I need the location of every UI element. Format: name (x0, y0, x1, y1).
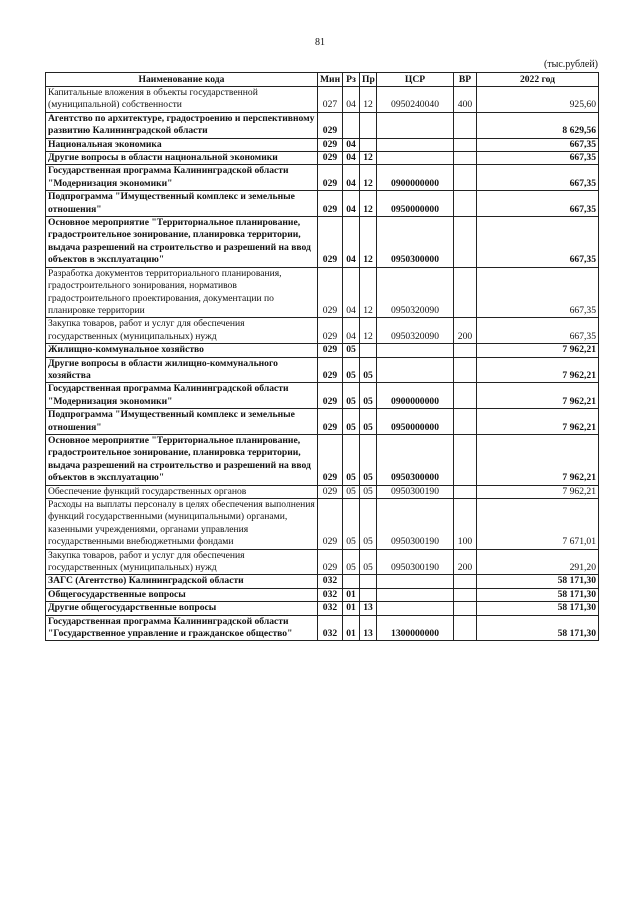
row-amount: 8 629,56 (477, 112, 599, 138)
row-vr: 200 (454, 318, 477, 344)
row-vr (454, 344, 477, 357)
row-vr (454, 191, 477, 217)
table-row (46, 409, 599, 435)
row-min: 029 (318, 191, 343, 217)
row-vr (454, 165, 477, 191)
row-pr: 12 (360, 318, 377, 344)
row-vr (454, 217, 477, 268)
row-pr: 05 (360, 357, 377, 383)
row-name: Государственная программа Калининградской области "Модернизация экономики" (46, 165, 318, 191)
row-csr: 0950300000 (377, 217, 454, 268)
table-row (46, 383, 599, 409)
table-row (46, 217, 599, 268)
row-pr (360, 575, 377, 588)
row-name: Основное мероприятие "Территориальное планирование, градостроительное зонирование, планировка территории, выдача разрешений на строительство и разрешений на ввод объектов в эксплуатацию" (46, 217, 318, 268)
row-csr: 0950300190 (377, 549, 454, 575)
row-csr: 0950320090 (377, 318, 454, 344)
header-pr: Пр (360, 73, 377, 87)
row-min: 027 (318, 87, 343, 113)
row-name: Агентство по архитектуре, градостроению и перспективному развитию Калининградской области (46, 112, 318, 138)
row-amount: 7 962,21 (477, 485, 599, 498)
row-rz: 04 (343, 217, 360, 268)
row-vr: 100 (454, 499, 477, 550)
row-min: 032 (318, 575, 343, 588)
row-min: 029 (318, 267, 343, 318)
row-vr: 200 (454, 549, 477, 575)
row-name: Государственная программа Калининградской области "Модернизация экономики" (46, 383, 318, 409)
row-pr: 05 (360, 549, 377, 575)
row-name: Обеспечение функций государственных органов (46, 485, 318, 498)
row-vr (454, 485, 477, 498)
row-vr (454, 575, 477, 588)
row-amount: 7 671,01 (477, 499, 599, 550)
row-amount: 58 171,30 (477, 575, 599, 588)
row-pr (360, 138, 377, 151)
row-pr: 05 (360, 485, 377, 498)
table-row (46, 267, 599, 318)
row-min: 029 (318, 409, 343, 435)
row-csr: 0950300000 (377, 434, 454, 485)
row-vr (454, 434, 477, 485)
row-min: 029 (318, 112, 343, 138)
row-name: Разработка документов территориального планирования, градостроительного зонирования, нормативов градостроительного проектирования, документации по планировке территории (46, 267, 318, 318)
row-min: 032 (318, 588, 343, 601)
row-csr: 0950000000 (377, 191, 454, 217)
header-csr: ЦСР (377, 73, 454, 87)
header-rz: Рз (343, 73, 360, 87)
row-pr (360, 344, 377, 357)
table-row (46, 318, 599, 344)
row-name: Закупка товаров, работ и услуг для обеспечения государственных (муниципальных) нужд (46, 318, 318, 344)
row-rz: 05 (343, 549, 360, 575)
row-amount: 7 962,21 (477, 409, 599, 435)
row-name: Другие вопросы в области национальной экономики (46, 152, 318, 165)
row-name: Закупка товаров, работ и услуг для обеспечения государственных (муниципальных) нужд (46, 549, 318, 575)
table-row (46, 152, 599, 165)
row-name: Жилищно-коммунальное хозяйство (46, 344, 318, 357)
row-csr: 1300000000 (377, 615, 454, 641)
row-rz: 05 (343, 499, 360, 550)
row-vr: 400 (454, 87, 477, 113)
row-rz: 04 (343, 152, 360, 165)
table-row (46, 615, 599, 641)
row-rz: 04 (343, 165, 360, 191)
row-amount: 667,35 (477, 152, 599, 165)
row-pr: 05 (360, 409, 377, 435)
row-pr (360, 112, 377, 138)
table-header-row (46, 73, 599, 87)
row-pr: 12 (360, 217, 377, 268)
row-amount: 7 962,21 (477, 383, 599, 409)
row-csr: 0950240040 (377, 87, 454, 113)
row-amount: 667,35 (477, 138, 599, 151)
row-pr: 13 (360, 602, 377, 615)
row-rz: 05 (343, 434, 360, 485)
row-min: 029 (318, 165, 343, 191)
row-name: Расходы на выплаты персоналу в целях обеспечения выполнения функций государственными (муниципальными) органами, казенными учреждениями, органами управления государственными внебюджетными фондами (46, 499, 318, 550)
row-amount: 667,35 (477, 318, 599, 344)
row-csr: 0950320090 (377, 267, 454, 318)
row-min: 029 (318, 434, 343, 485)
table-row (46, 549, 599, 575)
table-row (46, 575, 599, 588)
row-vr (454, 152, 477, 165)
row-csr (377, 112, 454, 138)
row-min: 029 (318, 549, 343, 575)
page-number: 81 (315, 37, 325, 48)
row-pr: 05 (360, 434, 377, 485)
row-csr: 0900000000 (377, 383, 454, 409)
table-row (46, 485, 599, 498)
row-csr (377, 152, 454, 165)
row-rz: 04 (343, 138, 360, 151)
row-csr: 0950000000 (377, 409, 454, 435)
row-name: Капитальные вложения в объекты государственной (муниципальной) собственности (46, 87, 318, 113)
row-csr: 0950300190 (377, 499, 454, 550)
row-min: 029 (318, 357, 343, 383)
row-min: 029 (318, 152, 343, 165)
header-min: Мин (318, 73, 343, 87)
row-vr (454, 602, 477, 615)
row-rz: 04 (343, 318, 360, 344)
row-rz: 01 (343, 615, 360, 641)
row-csr (377, 588, 454, 601)
row-amount: 291,20 (477, 549, 599, 575)
row-vr (454, 267, 477, 318)
row-amount: 667,35 (477, 267, 599, 318)
row-vr (454, 138, 477, 151)
table-row (46, 499, 599, 550)
row-amount: 667,35 (477, 217, 599, 268)
header-amount: 2022 год (477, 73, 599, 87)
row-rz: 01 (343, 602, 360, 615)
table-row (46, 602, 599, 615)
row-rz: 04 (343, 267, 360, 318)
row-name: Подпрограмма "Имущественный комплекс и земельные отношения" (46, 191, 318, 217)
row-amount: 7 962,21 (477, 434, 599, 485)
row-rz (343, 575, 360, 588)
table-row (46, 344, 599, 357)
row-amount: 667,35 (477, 191, 599, 217)
header-vr: ВР (454, 73, 477, 87)
table-row (46, 357, 599, 383)
row-pr: 12 (360, 152, 377, 165)
row-rz: 04 (343, 87, 360, 113)
row-vr (454, 357, 477, 383)
row-rz: 05 (343, 409, 360, 435)
row-vr (454, 615, 477, 641)
header-name: Наименование кода (46, 73, 318, 87)
row-min: 029 (318, 318, 343, 344)
row-csr (377, 357, 454, 383)
table-row (46, 165, 599, 191)
budget-table (45, 72, 599, 641)
row-rz: 05 (343, 357, 360, 383)
row-amount: 7 962,21 (477, 344, 599, 357)
row-min: 029 (318, 485, 343, 498)
row-pr: 05 (360, 383, 377, 409)
row-min: 029 (318, 383, 343, 409)
row-amount: 58 171,30 (477, 602, 599, 615)
row-csr (377, 602, 454, 615)
row-csr: 0950300190 (377, 485, 454, 498)
row-min: 032 (318, 615, 343, 641)
row-name: Государственная программа Калининградской области "Государственное управление и гражданское общество" (46, 615, 318, 641)
row-vr (454, 588, 477, 601)
table-row (46, 87, 599, 113)
row-csr (377, 138, 454, 151)
row-amount: 925,60 (477, 87, 599, 113)
row-name: Другие общегосударственные вопросы (46, 602, 318, 615)
row-min: 029 (318, 499, 343, 550)
row-min: 029 (318, 217, 343, 268)
row-amount: 667,35 (477, 165, 599, 191)
row-pr: 12 (360, 267, 377, 318)
row-pr: 12 (360, 87, 377, 113)
row-rz: 05 (343, 485, 360, 498)
row-name: Общегосударственные вопросы (46, 588, 318, 601)
table-row (46, 138, 599, 151)
row-pr: 12 (360, 191, 377, 217)
row-vr (454, 383, 477, 409)
row-amount: 58 171,30 (477, 588, 599, 601)
row-csr (377, 575, 454, 588)
row-rz (343, 112, 360, 138)
row-rz: 05 (343, 344, 360, 357)
units-label: (тыс.рублей) (543, 59, 598, 70)
row-rz: 05 (343, 383, 360, 409)
row-name: Подпрограмма "Имущественный комплекс и земельные отношения" (46, 409, 318, 435)
table-row (46, 434, 599, 485)
row-vr (454, 409, 477, 435)
row-min: 032 (318, 602, 343, 615)
row-name: Другие вопросы в области жилищно-коммунального хозяйства (46, 357, 318, 383)
row-amount: 58 171,30 (477, 615, 599, 641)
row-rz: 01 (343, 588, 360, 601)
row-min: 029 (318, 138, 343, 151)
row-csr (377, 344, 454, 357)
row-pr: 05 (360, 499, 377, 550)
row-vr (454, 112, 477, 138)
row-name: Национальная экономика (46, 138, 318, 151)
row-name: ЗАГС (Агентство) Калининградской области (46, 575, 318, 588)
row-rz: 04 (343, 191, 360, 217)
row-pr: 13 (360, 615, 377, 641)
row-name: Основное мероприятие "Территориальное планирование, градостроительное зонирование, планировка территории, выдача разрешений на строительство и разрешений на ввод объектов в эксплуатацию" (46, 434, 318, 485)
row-pr (360, 588, 377, 601)
row-pr: 12 (360, 165, 377, 191)
table-row (46, 112, 599, 138)
table-row (46, 191, 599, 217)
row-amount: 7 962,21 (477, 357, 599, 383)
table-row (46, 588, 599, 601)
row-min: 029 (318, 344, 343, 357)
row-csr: 0900000000 (377, 165, 454, 191)
